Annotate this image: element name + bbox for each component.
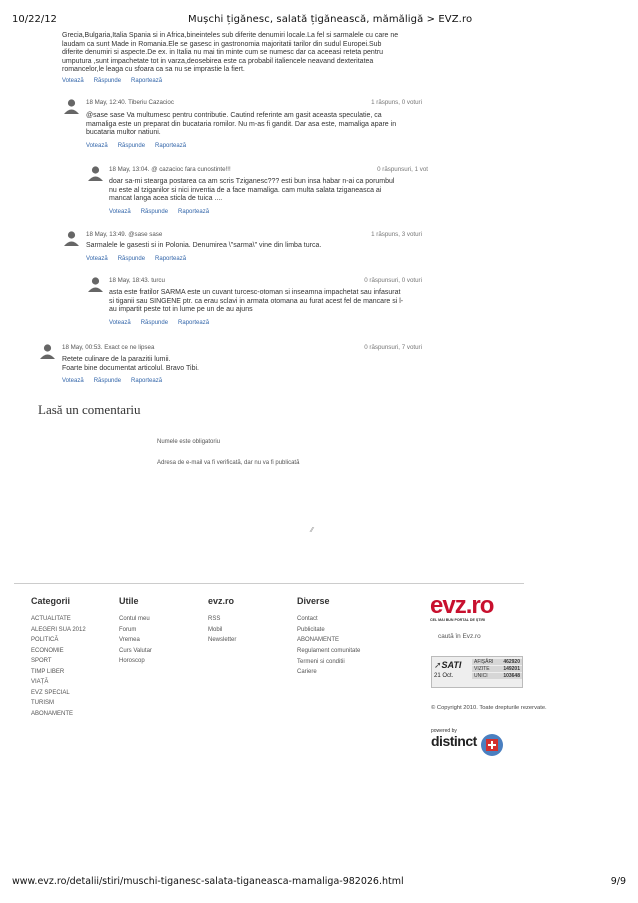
comment-meta-5: 18 May, 00:53. Exact ce ne lipsea xyxy=(62,344,155,351)
comment-body-0: Grecia,Bulgaria,Italia Spania si in Africa,bineinteles sub diferite denumiri locale.La fel si sarmalele cu care ne laudam ca sunt Made in Romania.Ele se gasesc in gastronomia majoritatii tarilor din sudul Europei.Sub diferite denumiri si aspecte.De ex. in Italia nu mai tin minte cum se numesc dar ca aceeasi reteta pentru umputura ,sunt impachetate tot in varza,deosebirea este ca probabil italiencele neavand dexteritatea romancelor,le leaga cu sfoara ca sa nu se imprastie la fiert. xyxy=(62,32,399,74)
footer-link[interactable]: EVZ SPECIAL xyxy=(31,689,70,696)
search-input[interactable]: caută în Evz.ro xyxy=(438,633,481,640)
report-link[interactable]: Raportează xyxy=(178,320,210,326)
vote-link[interactable]: Votează xyxy=(109,320,131,326)
footer-link[interactable]: Contul meu xyxy=(119,616,150,622)
comment-actions-1 xyxy=(86,143,196,149)
footer-link[interactable]: VIAȚĂ xyxy=(31,679,49,685)
avatar xyxy=(86,275,105,292)
comment-actions-5 xyxy=(62,378,172,384)
email-field-label: Adresa de e-mail va fi verificată, dar nu va fi publicată xyxy=(157,460,300,466)
swiss-cross-icon xyxy=(481,734,503,756)
reply-link[interactable]: Răspunde xyxy=(140,320,169,326)
sati-stats: AFIȘĂRI 462920 VIZITE 149201 UNICI 103648 xyxy=(474,659,520,679)
avatar xyxy=(86,164,105,181)
avatar xyxy=(38,342,57,359)
textarea-resize-handle-icon[interactable]: ⁄⁄ xyxy=(311,527,314,534)
print-title: Mușchi țigănesc, salată țigănească, mămăligă > EVZ.ro xyxy=(188,14,473,25)
report-link[interactable]: Raportează xyxy=(131,78,163,84)
footer-link[interactable]: Forum xyxy=(119,626,137,633)
footer-divider xyxy=(14,583,524,584)
reply-link[interactable]: Răspunde xyxy=(117,143,146,149)
report-link[interactable]: Raportează xyxy=(155,256,187,262)
footer-link[interactable]: RSS xyxy=(208,616,221,622)
footer-link[interactable]: ECONOMIE xyxy=(31,647,64,654)
footer-link[interactable]: POLITICĂ xyxy=(31,637,59,643)
footer-link[interactable]: Contact xyxy=(297,616,318,622)
name-field-label: Numele este obligatoriu xyxy=(157,439,221,445)
footer-link[interactable]: Newsletter xyxy=(208,637,237,643)
footer-col-title-evzro: evz.ro xyxy=(208,596,235,606)
vote-link[interactable]: Votează xyxy=(86,256,108,262)
footer-link[interactable]: ABONAMENTE xyxy=(297,637,340,643)
print-date: 10/22/12 xyxy=(12,14,57,25)
comment-meta-1: 18 May, 12:40. Tiberiu Cazacioc xyxy=(86,99,174,106)
reply-link[interactable]: Răspunde xyxy=(117,256,146,262)
print-page-number: 9/9 xyxy=(610,876,626,887)
sati-badge xyxy=(431,656,523,688)
report-link[interactable]: Raportează xyxy=(178,209,210,215)
report-link[interactable]: Raportează xyxy=(155,143,187,149)
comment-stats-5: 0 răspunsuri, 7 voturi xyxy=(364,344,422,351)
comment-body-4: asta este fratilor SARMA este un cuvant turcesc-otoman si inseamna impachetat sau infasurat si tiganii sau SINGENE ptr. ca erau sclavi in armata otomana au furat acest fel de mancare si l- au impartit peste tot in lume pe un de au ajuns xyxy=(109,289,404,314)
sati-arrow-icon: ➚ xyxy=(434,660,442,670)
copyright-text: © Copyright 2010. Toate drepturile rezervate. xyxy=(431,705,547,711)
sati-label: ➚SATI 21 Oct. xyxy=(434,660,462,679)
vote-link[interactable]: Votează xyxy=(62,378,84,384)
comment-body-3: Sarmalele le gasesti si in Polonia. Denumirea \"sarma\" vine din limba turca. xyxy=(86,242,322,249)
footer-col-title-categorii: Categorii xyxy=(31,596,71,606)
comment-stats-2: 0 răspunsuri, 1 vot xyxy=(377,166,428,173)
evz-logo[interactable]: evz.ro CEL MAI BUN PORTAL DE ȘTIRI xyxy=(430,592,494,622)
footer-link[interactable]: ABONAMENTE xyxy=(31,710,74,717)
comment-body-5: Retete culinare de la parazitii lumii. Foarte bine documentat articolul. Bravo Tibi. xyxy=(62,356,199,372)
footer-col-title-diverse: Diverse xyxy=(297,596,330,606)
footer-link[interactable]: Mobil xyxy=(208,626,223,633)
comment-form-title: Lasă un comentariu xyxy=(38,402,141,417)
footer-link[interactable]: Cariere xyxy=(297,669,317,675)
footer-link[interactable]: SPORT xyxy=(31,658,52,664)
vote-link[interactable]: Votează xyxy=(62,78,84,84)
powered-by-badge[interactable]: powered by distinct xyxy=(431,728,505,764)
print-header xyxy=(12,14,626,28)
print-url: www.evz.ro/detalii/stiri/muschi-tiganesc-salata-tiganeasca-mamaliga-982026.html xyxy=(12,876,404,887)
footer-list-utile xyxy=(119,614,152,667)
footer-list-diverse xyxy=(297,614,367,678)
comment-actions-0 xyxy=(62,78,172,84)
footer-list-categorii xyxy=(31,614,86,719)
comment-actions-4 xyxy=(109,320,219,326)
comment-meta-4: 18 May, 18:43. turcu xyxy=(109,277,165,284)
footer-link[interactable]: Publicitate xyxy=(297,626,325,633)
comment-stats-4: 0 răspunsuri, 0 voturi xyxy=(364,277,422,284)
reply-link[interactable]: Răspunde xyxy=(93,78,122,84)
comment-stats-3: 1 răspuns, 3 voturi xyxy=(371,231,422,238)
footer-link[interactable]: ALEGERI SUA 2012 xyxy=(31,626,86,633)
footer-link[interactable]: ACTUALITATE xyxy=(31,616,71,622)
footer-link[interactable]: Termeni si conditii xyxy=(297,658,345,665)
reply-link[interactable]: Răspunde xyxy=(140,209,169,215)
footer-link[interactable]: TURISM xyxy=(31,700,54,706)
footer-list-evzro xyxy=(208,614,236,646)
footer-col-title-utile: Utile xyxy=(119,596,139,606)
comment-meta-2: 18 May, 13:04. @ cazacioc fara cunostinte!!! xyxy=(109,166,231,173)
reply-link[interactable]: Răspunde xyxy=(93,378,122,384)
avatar xyxy=(62,229,81,246)
comment-actions-2 xyxy=(109,209,219,215)
comment-meta-3: 18 May, 13:49. @sase sase xyxy=(86,231,163,238)
footer-link[interactable]: TIMP LIBER xyxy=(31,668,65,675)
footer-link[interactable]: Curs Valutar xyxy=(119,647,152,654)
footer-link[interactable]: Regulament comunitate xyxy=(297,647,361,654)
footer-link[interactable]: Vremea xyxy=(119,637,140,643)
footer-link[interactable]: Horoscop xyxy=(119,658,145,664)
comment-stats-1: 1 răspuns, 0 voturi xyxy=(371,99,422,106)
report-link[interactable]: Raportează xyxy=(131,378,163,384)
comment-actions-3 xyxy=(86,256,196,262)
avatar xyxy=(62,97,81,114)
comment-body-1: @sase sase Va multumesc pentru contributie. Cautind referinte am gasit aceasta speculatie, ca mamaliga este un preparat din bucataria romilor. Nu m-as fi gandit. Dar asa este, mamaliga apare in bucataria multor natiuni. xyxy=(86,112,397,137)
print-footer xyxy=(12,876,626,887)
vote-link[interactable]: Votează xyxy=(109,209,131,215)
vote-link[interactable]: Votează xyxy=(86,143,108,149)
comment-body-2: doar sa-mi stearga postarea ca am scris Tziganesc??? esti bun insa habar n-ai ca porumbul nu este al tziganilor si nici inventia de a face mamaliga. cam multa salata tziganeasca ai mancat langa acea sticla de tuica .... xyxy=(109,178,395,203)
